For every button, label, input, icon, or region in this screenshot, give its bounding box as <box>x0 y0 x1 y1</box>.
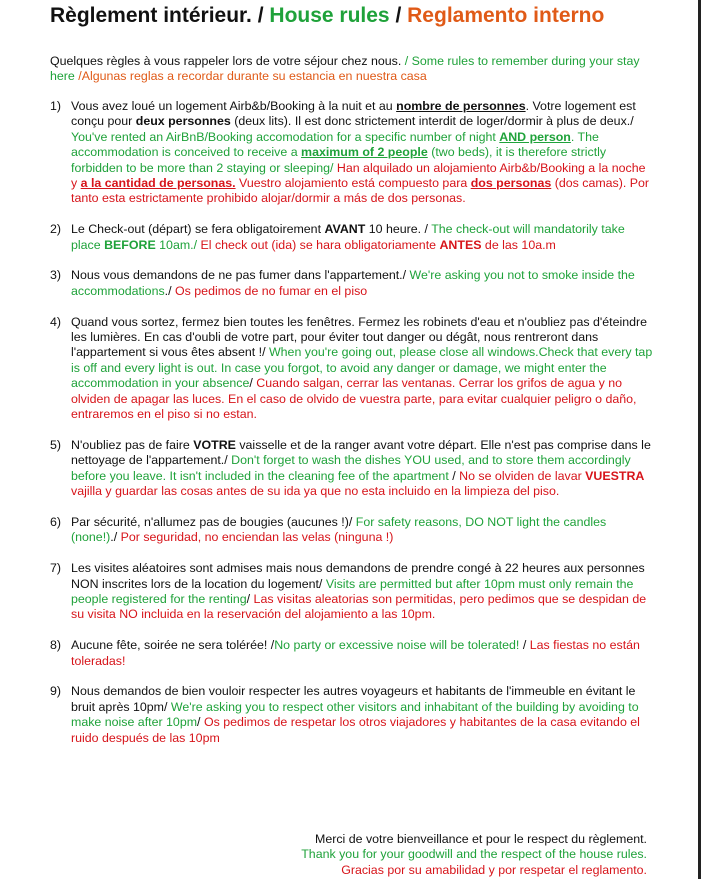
rule-text-fr: . Votre logement est conçu pour <box>71 99 636 129</box>
title-en: House rules <box>269 4 390 27</box>
rule-text-en: We're asking you not to smoke inside the accommodations <box>71 268 635 298</box>
rule-text-es: (dos camas). Por tanto esta estrictamente prohibido alojar/dormir a más de dos personas. <box>71 176 650 206</box>
rule-emphasis-en: AND person <box>499 129 571 144</box>
title-es: Reglamento interno <box>407 4 605 27</box>
rule-text-es: de las 10a.m <box>481 237 556 252</box>
rule-emphasis-es: dos personas <box>470 176 552 191</box>
rule-text-fr: N'oubliez pas de faire <box>71 437 194 452</box>
rule-emphasis-en: BEFORE <box>104 237 156 252</box>
rules-list <box>50 99 655 761</box>
rule-text-en: . The accommodation is conceived to receive a <box>71 129 599 160</box>
rule-text-fr: Vous avez loué un logement Airb&b/Booking à la nuit et au <box>71 99 397 113</box>
title-separator: / <box>251 4 270 27</box>
rule-text-es: Las fiestas no están toleradas! <box>71 638 640 668</box>
rule-text-fr: Nous vous demandons de ne pas fumer dans l'appartement./ <box>71 268 407 283</box>
rule-number: 1) <box>50 99 62 113</box>
rule-number: 2) <box>50 222 62 237</box>
rule-number: 5) <box>50 437 62 452</box>
rule-text-fr: ./ <box>110 530 118 545</box>
rule-text-en: You've rented an AirBnB/Booking accomodation for a specific number of night <box>71 129 500 144</box>
rule-number: 3) <box>50 268 62 283</box>
rule-text-en: Don't forget to wash the dishes YOU used, and to store them accordingly before you leave. It isn't included in the cleaning fee of the apartment <box>71 453 631 483</box>
rule-item <box>50 438 655 500</box>
rule-item <box>50 222 655 253</box>
rule-text-es: Las visitas aleatorias son permitidas, pero pedimos que se despidan de su visita NO incluida en la reservación del alojamiento a las 10pm. <box>71 591 647 622</box>
rule-text-en: When you're going out, please close all windows.Check that every tap is off and every light is out. In case you forgot, to avoid any danger or damage, we might enter the accommodation in your absence <box>71 345 653 391</box>
rule-text-fr: / <box>246 591 251 606</box>
rule-text-en: 10am./ <box>155 237 201 252</box>
rule-text-es: Por seguridad, no enciendan las velas (ninguna !) <box>117 530 394 545</box>
intro-fr: Quelques règles à vous rappeler lors de votre séjour chez nous. <box>50 54 402 68</box>
rule-text-es: Han alquilado un alojamiento Airb&b/Booking a la noche y <box>71 160 646 191</box>
rule-text-es: No se olviden de lavar <box>455 468 586 483</box>
rule-text-en: Visits are permitted but after 10pm must only remain the people registered for the renting <box>71 576 634 606</box>
rule-text-es: El check out (ida) se hara obligatoriamente <box>200 237 440 252</box>
rule-text-fr: / <box>448 468 456 483</box>
rule-emphasis-en: maximum of 2 people <box>301 145 428 160</box>
rule-number: 8) <box>50 638 62 653</box>
rule-text-fr: / <box>519 638 527 653</box>
title-fr: Règlement intérieur. <box>50 4 252 27</box>
closing-thanks <box>7 832 647 878</box>
rule-text-fr: vaisselle et de la ranger avant votre départ. Elle n'est pas comprise dans le nettoyage de l'appartement./ <box>71 437 651 468</box>
rule-text-en: We're asking you to respect other visitors and inhabitant of the building by avoiding to make noise after 10pm <box>71 699 639 730</box>
title-separator: / <box>389 4 408 27</box>
rule-item <box>50 684 655 746</box>
rule-text-fr: ./ <box>164 283 172 298</box>
rule-emphasis-fr: deux personnes <box>135 114 231 129</box>
rule-text-fr: 10 heure. / <box>365 222 432 237</box>
intro-en: / Some rules to remember during your stay here <box>50 54 640 84</box>
rule-emphasis-es: ANTES <box>439 237 482 252</box>
rule-text-fr: Nous demandos de bien vouloir respecter les autres voyageurs et habitants de l'immeuble en évitant le bruit après 10pm/ <box>71 684 636 714</box>
document-title <box>50 3 604 29</box>
rule-item <box>50 315 655 423</box>
rule-item <box>50 99 655 207</box>
rule-number: 6) <box>50 514 62 529</box>
rule-item <box>50 638 655 669</box>
rule-text-fr: Aucune fête, soirée ne sera tolérée! / <box>71 638 275 653</box>
rule-text-es: vajilla y guardar las cosas antes de su ida ya que no esta incluido en la limpieza del piso. <box>71 484 560 499</box>
rule-emphasis-fr: VOTRE <box>193 437 236 452</box>
rule-number: 4) <box>50 314 62 329</box>
closing-en: Thank you for your goodwill and the respect of the house rules. <box>301 847 647 862</box>
intro-es: /Algunas reglas a recordar durante su estancia en nuestra casa <box>78 69 427 84</box>
rule-text-es: Os pedimos de no fumar en el piso <box>171 283 368 298</box>
rule-text-fr: Les visites aléatoires sont admises mais nous demandons de prendre congé à 22 heures aux personnes NON inscrites lors de la location du logement/ <box>71 561 645 591</box>
rule-item <box>50 515 655 546</box>
rule-text-en: The check-out will mandatorily take place <box>71 222 625 252</box>
rule-text-fr: / <box>197 715 201 730</box>
intro-paragraph <box>50 54 655 85</box>
rule-text-es: Os pedimos de respetar los otros viajadores y habitantes de la casa evitando el ruido después de las 10pm <box>71 715 640 745</box>
rule-text-fr: (deux lits). Il est donc strictement interdit de loger/dormir à plus de deux./ <box>230 114 634 129</box>
rule-emphasis-es: a la cantidad de personas. <box>80 176 236 191</box>
rule-emphasis-fr: AVANT <box>324 222 366 237</box>
closing-es: Gracias por su amabilidad y por respetar el reglamento. <box>341 862 647 877</box>
rule-text-fr: Quand vous sortez, fermez bien toutes les fenêtres. Fermez les robinets d'eau et n'oubliez pas d'éteindre les lumières. En cas d'oubli de votre part, pour éviter tout danger ou dégât, nous rentreront dans l'appartement si vous êtes absent !/ <box>71 314 648 360</box>
rule-text-fr: Par sécurité, n'allumez pas de bougies (aucunes !)/ <box>71 514 353 529</box>
rule-number: 7) <box>50 561 62 576</box>
rule-text-es: Vuestro alojamiento está compuesto para <box>235 176 471 191</box>
rule-text-en: (two beds), it is therefore strictly forbidden to be more than 2 staying or sleeping/ <box>71 145 607 175</box>
rule-emphasis-es: VUESTRA <box>585 468 645 483</box>
rule-text-es: Cuando salgan, cerrar las ventanas. Cerrar los grifos de agua y no olviden de apagar las luces. En el caso de olvido de vuestra parte, para evitar cualquier peligro o daño, entraremos en el piso si no estan. <box>71 376 637 422</box>
rule-emphasis-fr: nombre de personnes <box>396 99 526 113</box>
rule-item <box>50 561 655 623</box>
rule-number: 9) <box>50 684 62 699</box>
rule-text-en: No party or excessive noise will be tolerated! <box>274 638 520 653</box>
rule-text-en: For safety reasons, DO NOT light the candles (none!) <box>71 514 607 545</box>
rule-text-fr: / <box>249 376 253 391</box>
closing-fr: Merci de votre bienveillance et pour le respect du règlement. <box>315 832 647 846</box>
rule-item <box>50 268 655 299</box>
rule-text-fr: Le Check-out (départ) se fera obligatoirement <box>71 222 325 237</box>
